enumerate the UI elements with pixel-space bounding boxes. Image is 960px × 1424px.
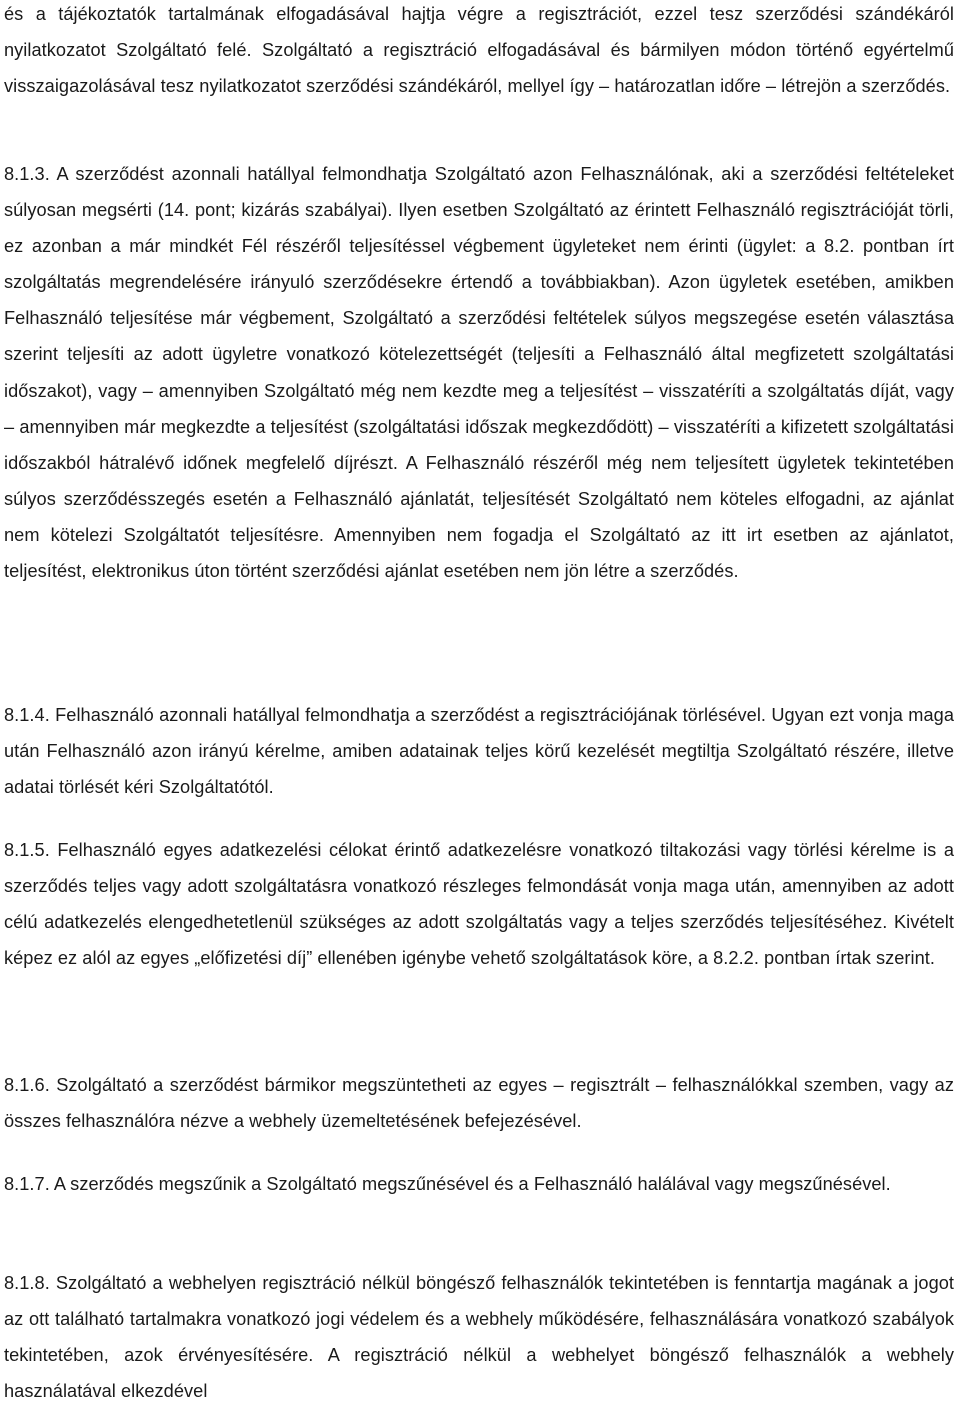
paragraph-8-1-4: 8.1.4. Felhasználó azonnali hatállyal felmondhatja a szerződést a regisztrációjának törlésével. Ugyan ezt vonja maga után Felhasználó azon irányú kérelme, amiben adatainak teljes körű kezelését megtiltja Szolgáltató részére, illetve adatai törlését kéri Szolgáltatótól. [4, 705, 954, 798]
paragraph-8-1-3: 8.1.3. A szerződést azonnali hatállyal felmondhatja Szolgáltató azon Felhasználónak, aki a szerződési feltételeket súlyosan megsérti (14. pont; kizárás szabályai). Ilyen esetben Szolgáltató az érintett Felhasználó regisztrációját törli, ez azonban a már mindkét Fél részéről teljesítéssel végbement ügyleteket nem érinti (ügylet: a 8.2. pontban írt szolgáltatás megrendelésére irányuló szerződésekre értendő a továbbiakban). Azon ügyletek esetében, amikben Felhasználó teljesítése már végbement, Szolgáltató a szerződési feltételek súlyos megszegése esetén választása szerint teljesíti az adott ügyletre vonatkozó kötelezettségét (teljesíti a Felhasználó által megfizetett szolgáltatási időszakot), vagy – amennyiben Szolgáltató még nem kezdte meg a teljesítést – visszatéríti a szolgáltatás díját, vagy – amennyiben már megkezdte a teljesítést (szolgáltatási időszak megkezdődött) – visszatéríti a kifizetett szolgáltatási időszakból hátralévő időnek megfelelő díjrészt. A Felhasználó részéről még nem teljesített ügyletek tekintetében súlyos szerződésszegés esetén a Felhasználó ajánlatát, teljesítését Szolgáltató nem köteles elfogadni, az ajánlat nem kötelezi Szolgáltatót teljesítésre. Amennyiben nem fogadja el Szolgáltató az itt irt esetben az ajánlatot, teljesítést, elektronikus úton történt szerződési ajánlat esetében nem jön létre a szerződés. [4, 164, 954, 582]
paragraph-8-1-8: 8.1.8. Szolgáltató a webhelyen regisztráció nélkül böngésző felhasználók tekintetében is fenntartja magának a jogot az ott található tartalmakra vonatkozó jogi védelem és a webhely működésére, felhasználására vonatkozó szabályok tekintetében, azok érvényesítésére. A regisztráció nélkül a webhelyet böngésző felhasználók a webhely használatával elkezdével [4, 1273, 954, 1402]
paragraph-8-1-5: 8.1.5. Felhasználó egyes adatkezelési célokat érintő adatkezelésre vonatkozó tiltakozási vagy törlési kérelme is a szerződés teljes vagy adott szolgáltatásra vonatkozó részleges felmondását vonja maga után, amennyiben az adott célú adatkezelés elengedhetetlenül szükséges az adott szolgáltatás vagy a teljes szerződés teljesítéséhez. Kivételt képez ez alól az egyes „előfizetési díj” ellenében igénybe vehető szolgáltatások köre, a 8.2.2. pontban írtak szerint. [4, 840, 954, 969]
paragraph-8-1-7: 8.1.7. A szerződés megszűnik a Szolgáltató megszűnésével és a Felhasználó halálával vagy megszűnésével. [4, 1174, 891, 1194]
paragraph-registration-intro: és a tájékoztatók tartalmának elfogadásával hajtja végre a regisztrációt, ezzel tesz szerződési szándékáról nyilatkozatot Szolgáltató felé. Szolgáltató a regisztráció elfogadásával és bármilyen módon történő egyértelmű visszaigazolásával tesz nyilatkozatot szerződési szándékáról, mellyel így – határozatlan időre – létrejön a szerződés. [4, 4, 954, 97]
paragraph-8-1-6: 8.1.6. Szolgáltató a szerződést bármikor megszüntetheti az egyes – regisztrált – felhasználókkal szemben, vagy az összes felhasználóra nézve a webhely üzemeltetésének befejezésével. [4, 1075, 954, 1132]
